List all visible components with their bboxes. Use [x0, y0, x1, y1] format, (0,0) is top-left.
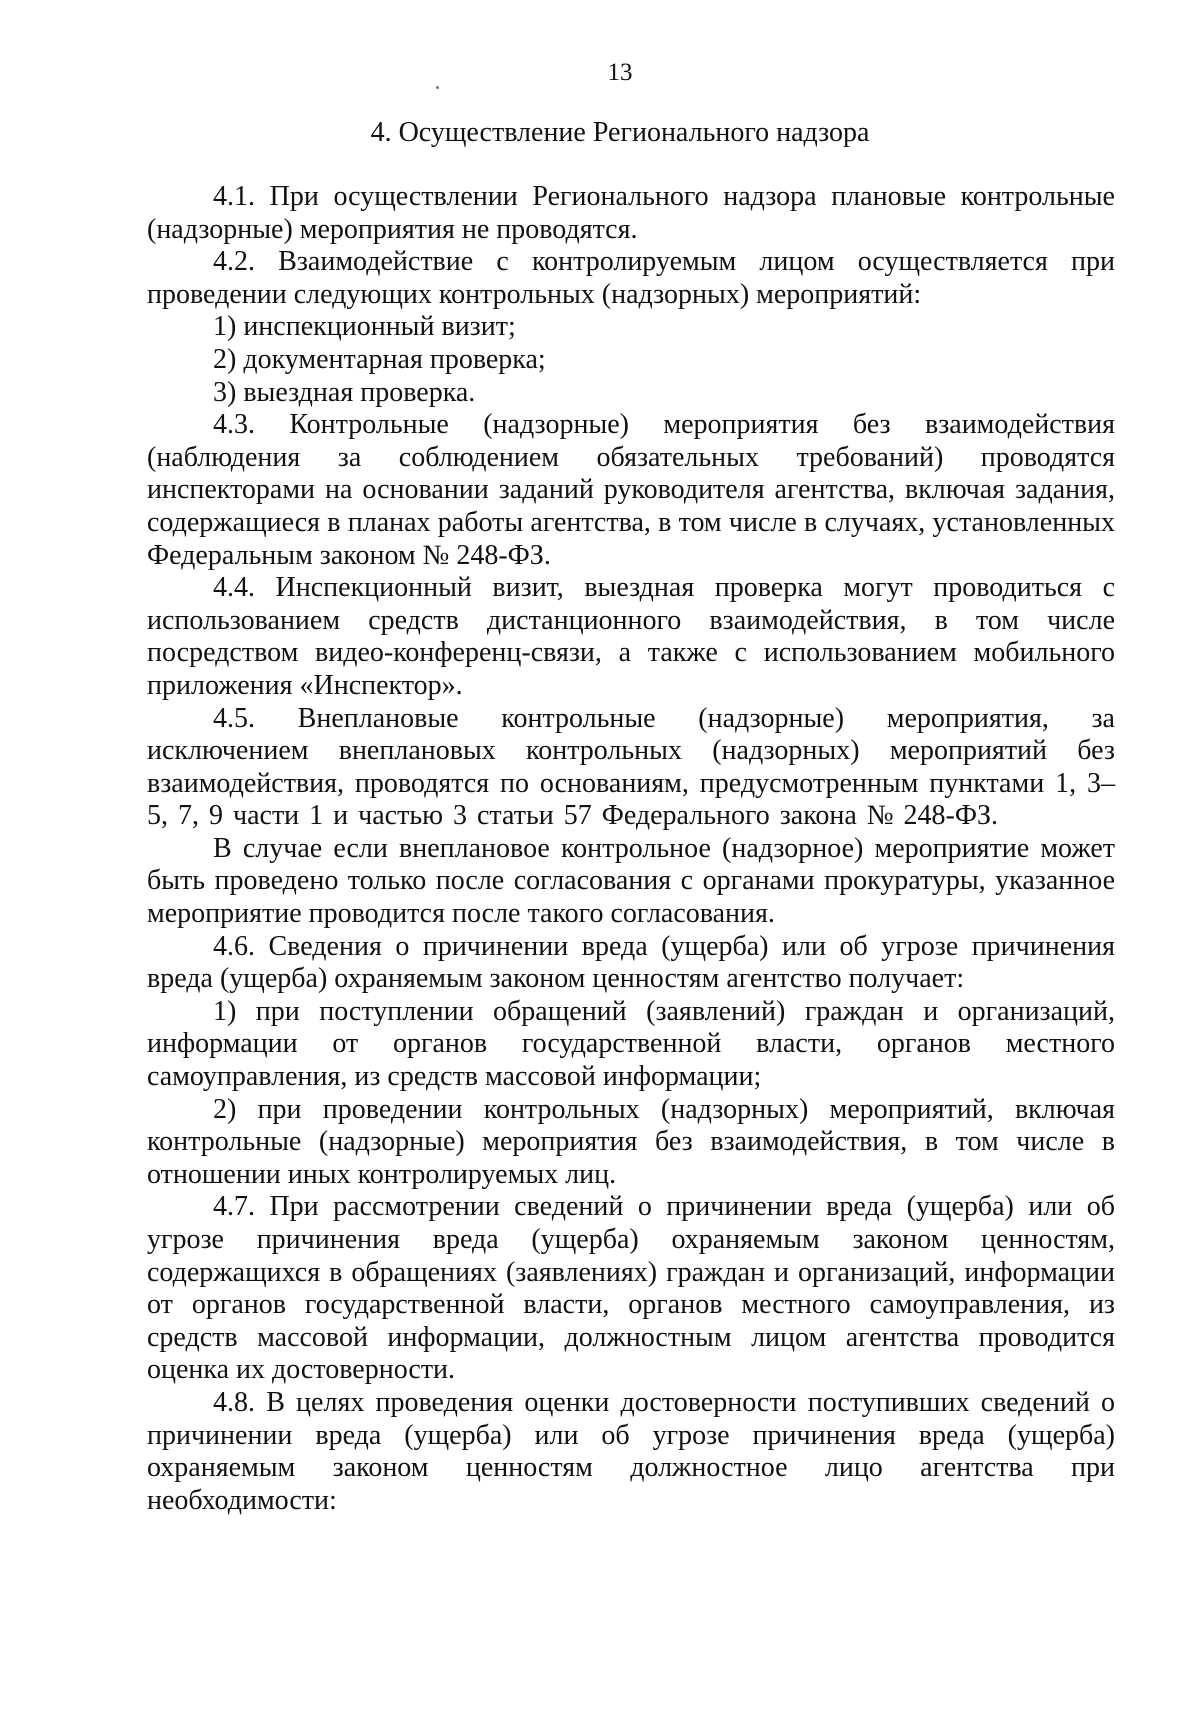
paragraph-4-4: 4.4. Инспекционный визит, выездная проверка могут проводиться с использованием средств дистанционного взаимодействия, в том числе посредством видео-конференц-связи, а также с использованием мобильного приложения «Инспектор».	[147, 572, 1115, 701]
list-item-documentary-check: 2) документарная проверка;	[213, 343, 546, 375]
page-number: 13	[607, 59, 633, 86]
scan-speck	[436, 86, 439, 89]
paragraph-4-2: 4.2. Взаимодействие с контролируемым лицом осуществляется при проведении следующих контрольных (надзорных) мероприятий:	[147, 246, 1115, 310]
list-item-inspection-visit: 1) инспекционный визит;	[213, 311, 516, 343]
paragraph-4-7: 4.7. При рассмотрении сведений о причинении вреда (ущерба) или об угрозе причинения вреда (ущерба) охраняемым законом ценностям, содержащихся в обращениях (заявлениях) граждан и организаций, информации от органов государственной власти, органов местного самоуправления, из средств массовой информации, должностным лицом агентства проводится оценка их достоверности.	[147, 1191, 1115, 1386]
paragraph-4-3: 4.3. Контрольные (надзорные) мероприятия без взаимодействия (наблюдения за соблюдением обязательных требований) проводятся инспекторами на основании заданий руководителя агентства, включая задания, содержащиеся в планах работы агентства, в том числе в случаях, установленных Федеральным законом № 248-ФЗ.	[147, 409, 1115, 571]
document-body	[147, 181, 1115, 1517]
paragraph-4-8: 4.8. В целях проведения оценки достоверности поступивших сведений о причинении вреда (ущерба) или об угрозе причинения вреда (ущерба) охраняемым законом ценностям должностное лицо агентства при необходимости:	[147, 1386, 1115, 1516]
list-item-control-events: 2) при проведении контрольных (надзорных) мероприятий, включая контрольные (надзорные) мероприятия без взаимодействия, в том числе в отношении иных контролируемых лиц.	[147, 1093, 1115, 1190]
list-item-field-check: 3) выездная проверка.	[213, 376, 476, 408]
paragraph-4-5-note: В случае если внеплановое контрольное (надзорное) мероприятие может быть проведено только после согласования с органами прокуратуры, указанное мероприятие проводится после такого согласования.	[147, 832, 1115, 930]
paragraph-4-5: 4.5. Внеплановые контрольные (надзорные) мероприятия, за исключением внеплановых контрольных (надзорных) мероприятий без взаимодействия, проводятся по основаниям, предусмотренным пунктами 1, 3–5, 7, 9 части 1 и частью 3 статьи 57 Федерального закона № 248-ФЗ.	[147, 702, 1115, 832]
section-title: 4. Осуществление Регионального надзора	[370, 117, 870, 148]
paragraph-4-6: 4.6. Сведения о причинении вреда (ущерба) или об угрозе причинения вреда (ущерба) охраняемым законом ценностям агентство получает:	[147, 930, 1115, 995]
paragraph-4-1: 4.1. При осуществлении Регионального надзора плановые контрольные (надзорные) мероприятия не проводятся.	[147, 181, 1115, 245]
list-item-appeals: 1) при поступлении обращений (заявлений) граждан и организаций, информации от органов государственной власти, органов местного самоуправления, из средств массовой информации;	[147, 995, 1115, 1093]
